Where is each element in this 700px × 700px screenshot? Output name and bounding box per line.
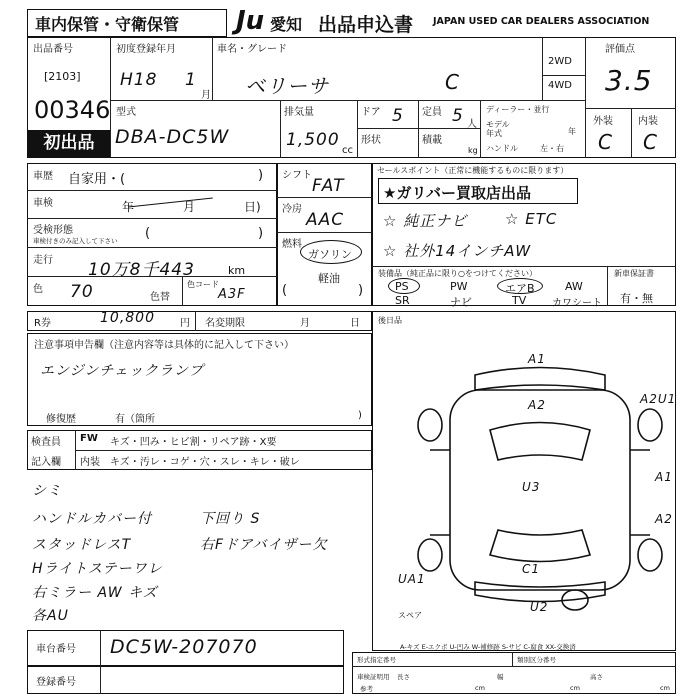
first-reg-era: H18 — [120, 70, 158, 90]
handle-label: ハンドル — [486, 144, 518, 153]
name-change-month: 月 — [300, 318, 310, 329]
int-grade: C — [643, 130, 658, 154]
mark-a2u1: A2U1 — [640, 392, 677, 406]
remark-2: ハンドルカバー付 — [32, 511, 152, 527]
drive-4wd: 4WD — [548, 80, 572, 91]
recycle-row — [27, 311, 372, 331]
model-value: DBA-DC5W — [115, 126, 230, 148]
fuel-gas: ガソリン — [308, 248, 352, 261]
inspector-label: 検査員 — [31, 437, 61, 448]
chassis-label: 車台番号 — [36, 644, 76, 655]
inspector-int-label: 内装 — [80, 457, 100, 468]
drive-2wd: 2WD — [548, 56, 572, 67]
shape-label: 形状 — [361, 135, 381, 146]
ju-logo: Ju — [236, 6, 265, 36]
fuel-gas-circle — [300, 240, 362, 264]
ref-label: 参考 — [360, 685, 373, 693]
form-type-label: 受検形態 — [33, 225, 73, 236]
selling-item-1: ☆ 純正ナビ — [383, 212, 468, 230]
ext-label: 外装 — [593, 116, 613, 127]
recycle-label: R券 — [34, 318, 51, 329]
capacity-value: 5 — [452, 106, 464, 126]
reg-label: 登録番号 — [36, 677, 76, 688]
color-code-label: 色コード — [187, 280, 219, 289]
disp-label: 排気量 — [284, 107, 314, 118]
fuel-diesel: 軽油 — [318, 272, 340, 285]
height-label: 高さ — [590, 673, 603, 681]
mark-a2-side: A2 — [655, 512, 673, 526]
form-type-note: 車検付きのみ記入して下さい — [33, 237, 118, 245]
form-type-close: ) — [258, 226, 264, 241]
shift-value: FAT — [312, 176, 345, 196]
equip-navi: ナビ — [450, 296, 472, 309]
damage-legend: A-キズ E-エクボ U-凹み W-補修跡 S-サビ C-腐食 XX-交換済 — [400, 643, 576, 651]
category-close: ) — [258, 168, 264, 183]
car-grade: C — [445, 70, 460, 94]
doors-label: ドア — [361, 107, 381, 118]
model-year-label: モデル年式 — [486, 120, 510, 138]
assoc-name: JAPAN USED CAR DEALERS ASSOCIATION — [433, 16, 650, 27]
mark-a1-top: A1 — [528, 352, 546, 366]
remark-4: Hライトステーワレ — [32, 561, 163, 577]
form-type-open: ( — [145, 226, 151, 241]
model-label: 型式 — [116, 107, 136, 118]
capacity-label: 定員 — [422, 107, 442, 118]
car-name-label: 車名・グレード — [217, 44, 287, 55]
recycle-unit: 円 — [180, 318, 190, 329]
mark-u2: U2 — [530, 600, 549, 614]
disp-value: 1,500 — [286, 130, 340, 150]
mark-a1-side: A1 — [655, 470, 673, 484]
category-value: 自家用・( — [68, 172, 126, 187]
after-label: 後日品 — [378, 316, 402, 325]
inspector-entry: 記入欄 — [31, 457, 61, 468]
int-label: 内装 — [638, 116, 658, 127]
car-name: ベリーサ — [245, 74, 329, 98]
equip-ps-circle — [388, 278, 420, 294]
remark-right-2: 右Fドアバイザー欠 — [200, 537, 328, 553]
pref-name: 愛知 — [270, 15, 303, 34]
mileage-value: 10万8千443 — [88, 260, 195, 280]
length-label: 長さ — [397, 673, 410, 681]
repair-status: 有（箇所 — [115, 414, 155, 425]
spare-label: スペア — [398, 611, 422, 620]
mark-c1: C1 — [522, 562, 541, 576]
score-value: 3.5 — [605, 64, 653, 97]
equip-aw: AW — [565, 280, 583, 293]
equip-airbag: エアB — [505, 282, 535, 295]
first-reg-label: 初度登録年月 — [116, 44, 176, 55]
recycle-value: 10,800 — [100, 310, 155, 326]
equipment-label: 装備品（純正品に限り○をつけてください） — [378, 269, 537, 278]
name-change-label: 名変期限 — [205, 318, 245, 329]
remark-3: スタッドレスT — [32, 537, 132, 553]
load-label: 積載 — [422, 135, 442, 146]
category-label: 車歴 — [33, 171, 53, 182]
car-diagram — [400, 350, 690, 620]
score-label: 評価点 — [605, 44, 635, 55]
warranty-opts: 有・無 — [620, 292, 653, 305]
remark-1: シミ — [32, 483, 62, 499]
mileage-label: 走行 — [33, 255, 53, 266]
cm-3: cm — [660, 684, 670, 692]
inspector-fw: FW — [80, 433, 98, 444]
storage-label: 車内保管・守衛保管 — [35, 15, 180, 34]
equip-airbag-circle — [497, 278, 543, 294]
selling-points-label: セールスポイント（正常に機能するものに限ります） — [377, 166, 569, 175]
inspector-ext: キズ・凹み・ヒビ割・リペア跡・X要 — [110, 437, 277, 448]
first-reg-unit: 月 — [201, 90, 211, 101]
inspection-month: 月 — [183, 200, 196, 214]
repair-label: 修復歴 — [46, 414, 76, 425]
mark-a2-hood: A2 — [528, 398, 546, 412]
cm-1: cm — [475, 684, 485, 692]
inspector-int: キズ・汚レ・コゲ・穴・スレ・キレ・破レ — [110, 457, 300, 468]
load-unit: kg — [468, 146, 478, 155]
color-value: 70 — [70, 282, 94, 302]
lot-code: [2103] — [44, 70, 81, 83]
form-title: 出品申込書 — [318, 14, 414, 36]
remark-right-1: 下回り S — [200, 511, 261, 527]
inspection-label: 車検 — [33, 198, 53, 209]
mark-ua1: UA1 — [398, 572, 426, 586]
aircon-value: AAC — [306, 210, 345, 230]
first-reg-month: 1 — [185, 70, 197, 90]
capacity-unit: 人 — [467, 119, 477, 130]
color-code: A3F — [218, 287, 246, 302]
color-label: 色 — [33, 284, 43, 295]
cert-label: 車検証明用 — [357, 673, 390, 681]
equip-pw: PW — [450, 280, 468, 293]
equip-seat: カワシート — [552, 298, 602, 309]
name-change-day: 日 — [350, 318, 360, 329]
notes-text: エンジンチェックランプ — [40, 363, 204, 379]
fuel-label: 燃料 — [282, 239, 302, 250]
lot-number: 00346 — [34, 96, 111, 124]
color-change-label: 色替 — [150, 292, 170, 303]
doors-value: 5 — [392, 106, 404, 126]
notes-label: 注意事項申告欄（注意内容等は具体的に記入して下さい） — [34, 340, 294, 351]
cm-2: cm — [570, 684, 580, 692]
chassis-number: DC5W-207070 — [110, 636, 258, 658]
disp-unit: cc — [342, 145, 353, 156]
shift-label: シフト — [282, 170, 312, 181]
year-unit: 年 — [568, 127, 576, 136]
ext-grade: C — [598, 130, 613, 154]
class-no-label: 類別区分番号 — [517, 656, 556, 664]
inspection-day: 日) — [244, 200, 261, 214]
first-listing-badge: 初出品 — [28, 130, 110, 157]
dealer-label: ディーラー・並行 — [486, 105, 550, 114]
warranty-label: 新車保証書 — [614, 269, 654, 278]
aircon-label: 冷房 — [282, 204, 302, 215]
equip-sr: SR — [395, 294, 410, 307]
selling-item-3: ☆ 社外14インチAW — [383, 242, 532, 260]
inspection-year: 年 — [122, 200, 135, 214]
repair-close: ) — [358, 410, 362, 421]
selling-banner: ★ガリバー買取店出品 — [383, 184, 531, 202]
mark-u3: U3 — [522, 480, 541, 494]
equip-ps: PS — [395, 280, 409, 293]
handle-opts: 左・右 — [540, 144, 564, 153]
remark-6: 各AU — [32, 608, 69, 624]
selling-item-2: ☆ ETC — [505, 210, 558, 228]
remark-5: 右ミラー AW キズ — [32, 585, 158, 601]
width-label: 幅 — [497, 673, 504, 681]
shape-spec-label: 形式指定番号 — [357, 656, 396, 664]
equip-tv: TV — [512, 294, 527, 307]
lot-label: 出品番号 — [33, 44, 73, 55]
mileage-unit: km — [228, 264, 246, 277]
